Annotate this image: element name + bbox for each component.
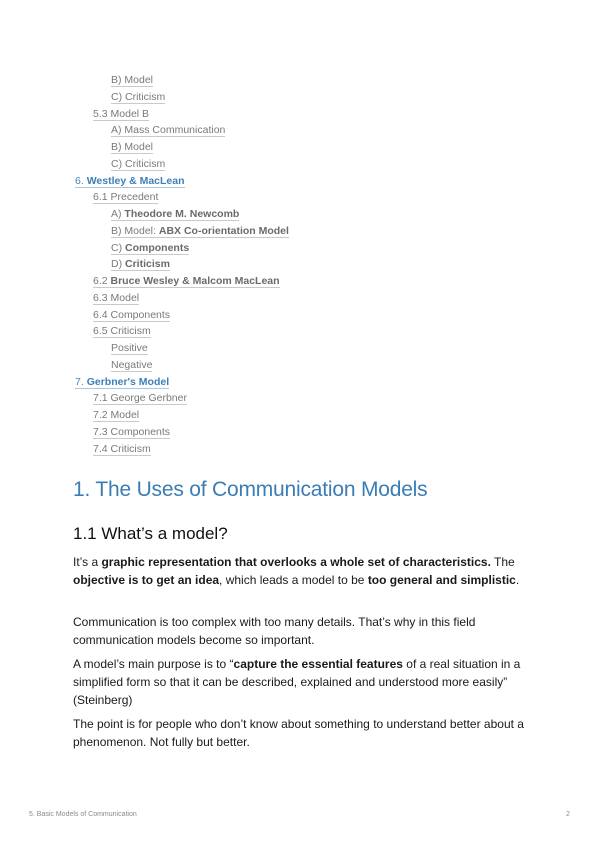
text-run: The point is for people who don’t know about something to understand better about a phenomenon. Not fully but better. — [73, 717, 524, 749]
bold-text: objective is to get an idea — [73, 573, 220, 587]
toc-label: Criticism — [110, 325, 151, 338]
toc-item — [111, 223, 289, 239]
toc-link[interactable] — [111, 359, 152, 372]
toc-label: Positive — [111, 342, 148, 354]
toc-label: Criticism — [125, 258, 170, 271]
toc-item — [111, 357, 152, 373]
toc-label: Westley & MacLean — [86, 174, 185, 187]
toc-link[interactable] — [93, 309, 170, 322]
toc-label: Model — [110, 291, 140, 304]
toc-number: B) — [111, 74, 125, 86]
toc-number: 6. — [75, 174, 87, 187]
text-run: . — [515, 573, 520, 587]
toc-number: 7.2 — [93, 409, 111, 421]
text-run: , which leads a model to be — [219, 573, 368, 587]
toc-number: 6.1 — [93, 191, 111, 204]
toc-number: B) Model: — [111, 224, 159, 237]
toc-number: 7.1 — [93, 392, 111, 405]
toc-number: B) — [111, 141, 125, 153]
toc-label: Components — [125, 241, 190, 254]
subsection-title: 1.1 What’s a model? — [73, 524, 228, 543]
toc-label: Gerbner's Model — [86, 375, 170, 388]
toc-number: D) — [111, 258, 125, 271]
toc-link[interactable] — [93, 325, 151, 338]
toc-link[interactable] — [75, 175, 185, 188]
toc-link[interactable] — [111, 124, 225, 137]
toc-link[interactable] — [93, 275, 280, 288]
toc-number: 6.5 — [93, 325, 111, 338]
toc-link[interactable] — [75, 376, 169, 389]
bold-text: graphic representation that overlooks a whole set of characteristics. — [101, 555, 491, 569]
toc-item — [93, 307, 170, 323]
toc-label: Model — [110, 409, 140, 421]
toc-item — [75, 374, 169, 390]
toc-label: Model B — [110, 107, 150, 120]
toc-item — [111, 89, 165, 105]
toc-link[interactable] — [111, 141, 153, 154]
toc-number: A) — [111, 124, 125, 137]
toc-number: 7.4 — [93, 442, 111, 455]
toc-item — [111, 139, 153, 155]
toc-item — [93, 441, 151, 457]
footer-page-number: 2 — [566, 811, 570, 818]
text-run: Communication is too complex with too many details. That’s why in this field communication models become so important. — [73, 615, 476, 647]
toc-link[interactable] — [93, 409, 139, 422]
toc-number: C) — [111, 157, 125, 170]
toc-item — [93, 390, 187, 406]
text-run: The — [490, 555, 515, 569]
toc-label: Model — [124, 74, 154, 86]
toc-item — [93, 273, 280, 289]
toc-link[interactable] — [111, 74, 153, 87]
toc-item — [93, 106, 149, 122]
text-run: of a real situation in a simplified form so that it can be described, explained and understood more easily” (Steinberg) — [73, 657, 521, 707]
toc-link[interactable] — [111, 91, 165, 104]
paragraph-definition — [73, 553, 533, 589]
toc-link[interactable] — [93, 108, 149, 121]
toc-number: 7. — [75, 375, 87, 388]
toc-label: Criticism — [125, 157, 166, 170]
toc-link[interactable] — [93, 191, 158, 204]
toc-number: A) — [111, 208, 125, 220]
toc-number: 6.4 — [93, 308, 111, 321]
toc-link[interactable] — [111, 158, 165, 171]
toc-label: Components — [110, 425, 171, 438]
text-run: A model’s main purpose is to “ — [73, 657, 234, 671]
toc-item — [93, 407, 139, 423]
toc-item — [111, 240, 189, 256]
toc-link[interactable] — [111, 342, 148, 355]
toc-label: Mass Communication — [124, 124, 226, 137]
toc-number: C) — [111, 90, 125, 103]
toc-link[interactable] — [93, 392, 187, 405]
paragraph-point — [73, 715, 533, 751]
toc-label: Model — [124, 141, 154, 153]
text-run: It’s a — [73, 555, 102, 569]
toc-item — [111, 72, 153, 88]
toc-number: 6.2 — [93, 275, 111, 287]
toc-item — [111, 206, 239, 222]
toc-label: Precedent — [110, 191, 159, 204]
toc-item — [93, 424, 170, 440]
toc-item — [111, 122, 225, 138]
section-title: 1. The Uses of Communication Models — [73, 478, 428, 501]
paragraph-purpose — [73, 655, 533, 709]
toc-item — [93, 290, 139, 306]
toc-label: Bruce Wesley & Malcom MacLean — [110, 275, 280, 287]
toc-number: C) — [111, 241, 125, 254]
toc-number: 5.3 — [93, 107, 111, 120]
paragraph-complexity — [73, 613, 533, 649]
toc-link[interactable] — [93, 426, 170, 439]
toc-label: Theodore M. Newcomb — [124, 208, 240, 220]
bold-text: capture the essential features — [233, 657, 403, 671]
toc-item — [111, 340, 148, 356]
footer-chapter: 5. Basic Models of Communication — [29, 811, 137, 818]
toc-label: Criticism — [110, 442, 151, 455]
toc-label: Negative — [111, 358, 153, 371]
toc-link[interactable] — [111, 208, 239, 221]
toc-link[interactable] — [111, 242, 189, 255]
toc-number: 6.3 — [93, 291, 111, 304]
toc-link[interactable] — [111, 225, 289, 238]
toc-link[interactable] — [111, 258, 170, 271]
toc-label: Criticism — [125, 90, 166, 103]
toc-item — [111, 256, 170, 272]
toc-label: ABX Co-orientation Model — [158, 224, 289, 237]
toc-number: 7.3 — [93, 425, 111, 438]
bold-text: too general and simplistic — [367, 573, 516, 587]
toc-item — [111, 156, 165, 172]
toc-link[interactable] — [93, 292, 139, 305]
toc-link[interactable] — [93, 443, 151, 456]
toc-label: George Gerbner — [110, 392, 187, 405]
toc-item — [93, 323, 151, 339]
toc-item — [93, 189, 158, 205]
toc-item — [75, 173, 185, 189]
toc-label: Components — [110, 308, 171, 321]
